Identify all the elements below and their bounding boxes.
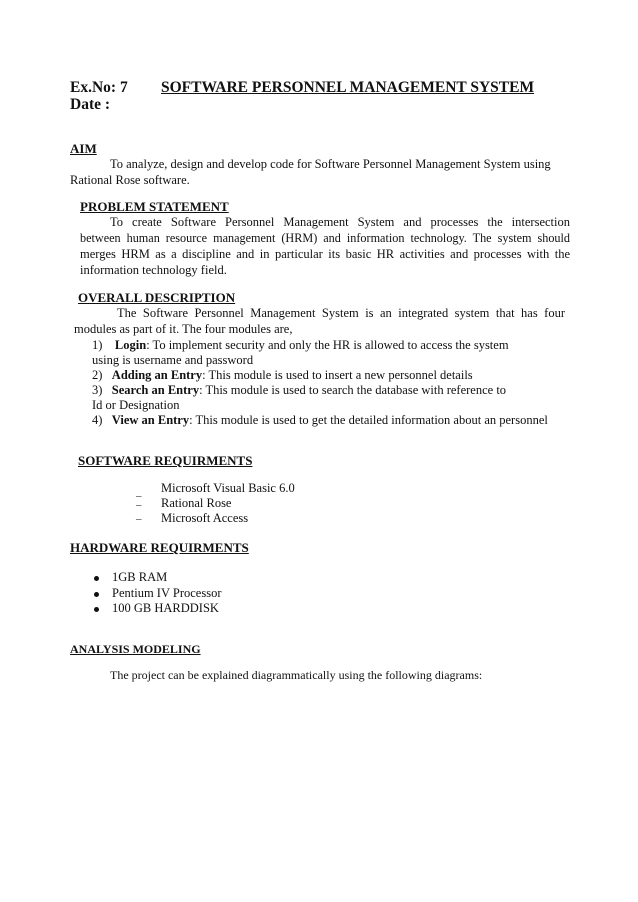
module-item-3 xyxy=(92,383,506,398)
analysis-line-1: The project can be explained diagrammatically using the following diagrams: xyxy=(110,668,483,682)
module-item-3-number: 3) xyxy=(92,383,103,397)
module-item-1-cont: using is username and password xyxy=(92,353,254,367)
module-item-2-number: 2) xyxy=(92,368,103,382)
module-item-4-title: View an Entry xyxy=(111,413,190,427)
module-item-4-text: : This module is used to get the detailed information about an personnel xyxy=(189,413,548,427)
module-item-1-number: 1) xyxy=(92,338,103,352)
problem-heading: PROBLEM STATEMENT xyxy=(80,199,229,214)
exercise-number: Ex.No: 7 xyxy=(70,79,128,96)
software-heading: SOFTWARE REQUIRMENTS xyxy=(78,453,253,468)
software-item-1: Microsoft Visual Basic 6.0 xyxy=(161,481,295,495)
aim-line-2: Rational Rose software. xyxy=(70,173,190,187)
module-item-4-number: 4) xyxy=(92,413,103,427)
software-item-2: Rational Rose xyxy=(161,496,232,510)
dash-bullet-1: – xyxy=(136,490,142,502)
problem-line-2: between human resource management (HRM) and information technology. The system should xyxy=(80,231,570,245)
software-item-3: Microsoft Access xyxy=(161,511,249,525)
aim-heading: AIM xyxy=(70,141,97,156)
bullet-icon xyxy=(94,576,99,581)
analysis-heading: ANALYSIS MODELING xyxy=(70,642,201,656)
bullet-icon xyxy=(94,607,99,612)
module-item-2-title: Adding an Entry xyxy=(111,368,203,382)
dash-bullet-3: – xyxy=(136,513,142,525)
module-item-1-title: Login xyxy=(114,338,147,352)
module-item-3-cont: Id or Designation xyxy=(92,398,180,412)
hardware-heading: HARDWARE REQUIRMENTS xyxy=(70,540,249,555)
date-label: Date : xyxy=(70,96,111,113)
page-title: SOFTWARE PERSONNEL MANAGEMENT SYSTEM xyxy=(161,79,535,96)
hardware-item-1: 1GB RAM xyxy=(112,570,168,584)
module-item-4 xyxy=(92,413,548,428)
aim-line-1: To analyze, design and develop code for Software Personnel Management System using xyxy=(110,157,551,171)
module-item-3-title: Search an Entry xyxy=(111,383,200,397)
hardware-item-3: 100 GB HARDDISK xyxy=(112,601,219,615)
module-item-1 xyxy=(92,338,509,353)
hardware-item-2: Pentium IV Processor xyxy=(112,586,222,600)
module-item-2 xyxy=(92,368,473,383)
dash-bullet-2: – xyxy=(136,499,142,511)
overall-line-1: The Software Personnel Management System is an integrated system that has four xyxy=(117,306,565,320)
overall-line-2: modules as part of it. The four modules are, xyxy=(74,322,293,336)
overall-heading: OVERALL DESCRIPTION xyxy=(78,290,236,305)
module-item-1-text: : To implement security and only the HR is allowed to access the system xyxy=(146,338,509,352)
module-item-2-text: : This module is used to insert a new personnel details xyxy=(202,368,473,382)
problem-line-3: merges HRM as a discipline and in particular its basic HR activities and processes with the xyxy=(80,247,570,261)
bullet-icon xyxy=(94,592,99,597)
problem-line-1: To create Software Personnel Management System and processes the intersection xyxy=(110,215,570,229)
problem-line-4: information technology field. xyxy=(80,263,227,277)
module-item-3-text: : This module is used to search the database with reference to xyxy=(199,383,507,397)
